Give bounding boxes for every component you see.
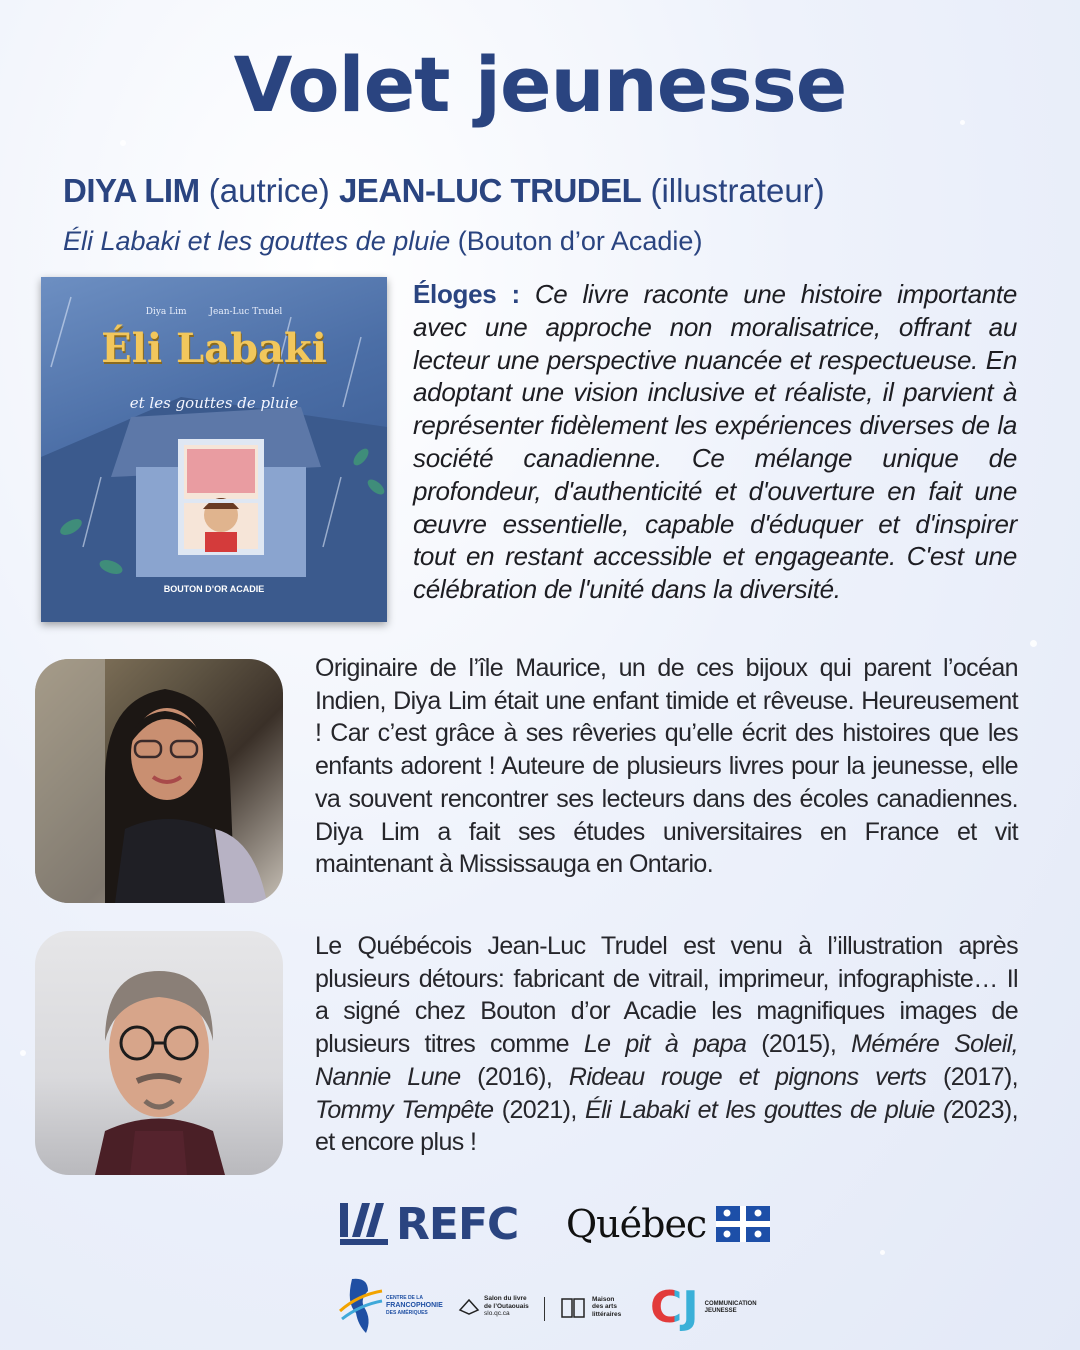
praise-paragraph (413, 278, 1017, 606)
publisher: (Bouton d’or Acadie) (457, 226, 703, 256)
bio-text: (2021), (493, 1095, 586, 1124)
cover-author: Diya Lim (145, 307, 187, 317)
cfa-line-1: CENTRE DE LA (386, 1294, 423, 1301)
cover-publisher: BOUTON D’OR ACADIE (163, 584, 265, 594)
americas-globe-icon (338, 1275, 384, 1337)
cover-title: Éli Labaki (101, 325, 327, 372)
background-sparkle (120, 140, 126, 146)
book-title-ref: Le pit à papa (583, 1030, 747, 1059)
book-open-icon (458, 1296, 480, 1316)
book-title: Éli Labaki et les gouttes de pluie (63, 226, 451, 256)
salon-line-3: slo.qc.ca (484, 1310, 510, 1317)
maison-arts-logo (560, 1295, 621, 1319)
logo-divider (544, 1297, 545, 1321)
cover-illustrator: Jean-Luc Trudel (209, 307, 283, 317)
author-role: (autrice) (208, 172, 330, 209)
author-portrait (35, 659, 283, 903)
maison-line-3: littéraires (592, 1310, 622, 1318)
background-sparkle (880, 1250, 885, 1255)
author-name: DIYA LIM (63, 172, 200, 209)
books-icon (560, 1295, 588, 1319)
cfa-line-2: FRANCOPHONIE (386, 1302, 443, 1310)
cj-line-1: COMMUNICATION (704, 1300, 757, 1307)
quebec-wordmark: Québec (566, 1202, 707, 1246)
cfa-logo (338, 1275, 443, 1337)
cover-subtitle: et les gouttes de pluie (129, 394, 299, 412)
salon-line-1: Salon du livre (484, 1295, 527, 1302)
book-title-line (63, 226, 702, 257)
cj-line-2: JEUNESSE (704, 1308, 737, 1314)
illustrator-role: (illustrateur) (650, 172, 825, 209)
praise-label: Éloges : (413, 279, 520, 309)
book-cover (41, 277, 387, 622)
salon-line-2: de l’Outaouais (484, 1302, 529, 1310)
page-title: Volet jeunesse (233, 40, 847, 129)
maison-line-2: des arts (592, 1303, 617, 1311)
quebec-logo (566, 1202, 770, 1246)
book-title-ref: Mémére Soleil, Nannie Lune (315, 1030, 1018, 1091)
author-bio: Originaire de l’île Maurice, un de ces bijoux qui parent l’océan Indien, Diya Lim était une enfant timide et rêveuse. Heureusement ! Car c’est grâce à ses rêveries qu’elle écrit des histoires que les enfants adorent ! Auteure de plusieurs livres pour la jeunesse, elle va souvent rencontrer ses lecteurs dans des écoles canadiennes. Diya Lim a fait ses études universitaires en France et vit maintenant à Mississauga en Ontario. (315, 654, 1018, 879)
bio-text: (2017), (926, 1062, 1019, 1091)
bio-text: (2016), (460, 1062, 569, 1091)
refc-logo (340, 1198, 519, 1250)
background-sparkle (20, 1050, 26, 1056)
refc-wordmark: REFC (396, 1198, 519, 1250)
author-photo (35, 659, 283, 903)
book-title-ref: Éli Labaki et les gouttes de pluie ( (585, 1095, 951, 1124)
praise-text: Ce livre raconte une histoire importante avec une approche non moralisatrice, offrant au lecteur une perspective nuancée et respectueuse. En adoptant une vision inclusive et réaliste, il parvient à représenter fidèlement les expériences diverses de la société canadienne. Ce mélange unique de profondeur, d'authenticité et d'ouverture en fait une œuvre essentielle, capable d'éduquer et d'inspirer tout en restant accessible et engageante. C'est une célébration de l'unité dans la diversité. (413, 279, 1017, 605)
refc-mark-icon (340, 1203, 388, 1245)
cj-letters: CJ (650, 1282, 699, 1333)
maison-line-1: Maison (592, 1295, 615, 1303)
book-title-ref: Rideau rouge et pignons verts (568, 1062, 927, 1091)
communication-jeunesse-logo (650, 1282, 757, 1333)
cover-credits (41, 307, 387, 317)
illustrator-name: JEAN-LUC TRUDEL (338, 172, 642, 209)
quebec-flag-icon (716, 1206, 770, 1242)
book-title-ref: Tommy Tempête (315, 1095, 494, 1124)
sponsor-logos-primary (0, 1200, 1080, 1250)
background-sparkle (1030, 640, 1037, 647)
salon-livre-logo (458, 1295, 529, 1318)
illustrator-portrait (35, 931, 283, 1175)
cj-mark (650, 1282, 699, 1333)
bio-text: (2015), (746, 1030, 852, 1059)
bio-text: 2023), et encore plus ! (315, 1095, 1018, 1157)
sponsor-logos-secondary (0, 1275, 1080, 1345)
bio-text: Le Québécois Jean-Luc Trudel est venu à l’illustration après plusieurs détours: fabricant de vitrail, imprimeur, infographiste… Il a signé chez Bouton d’or Acadie les magnifiques images de plusieurs titres comme (315, 932, 1018, 1059)
illustrator-photo (35, 931, 283, 1175)
illustrator-bio (315, 930, 1018, 1159)
cfa-line-3: DES AMÉRIQUES (386, 1309, 428, 1316)
credits-line (63, 172, 825, 210)
